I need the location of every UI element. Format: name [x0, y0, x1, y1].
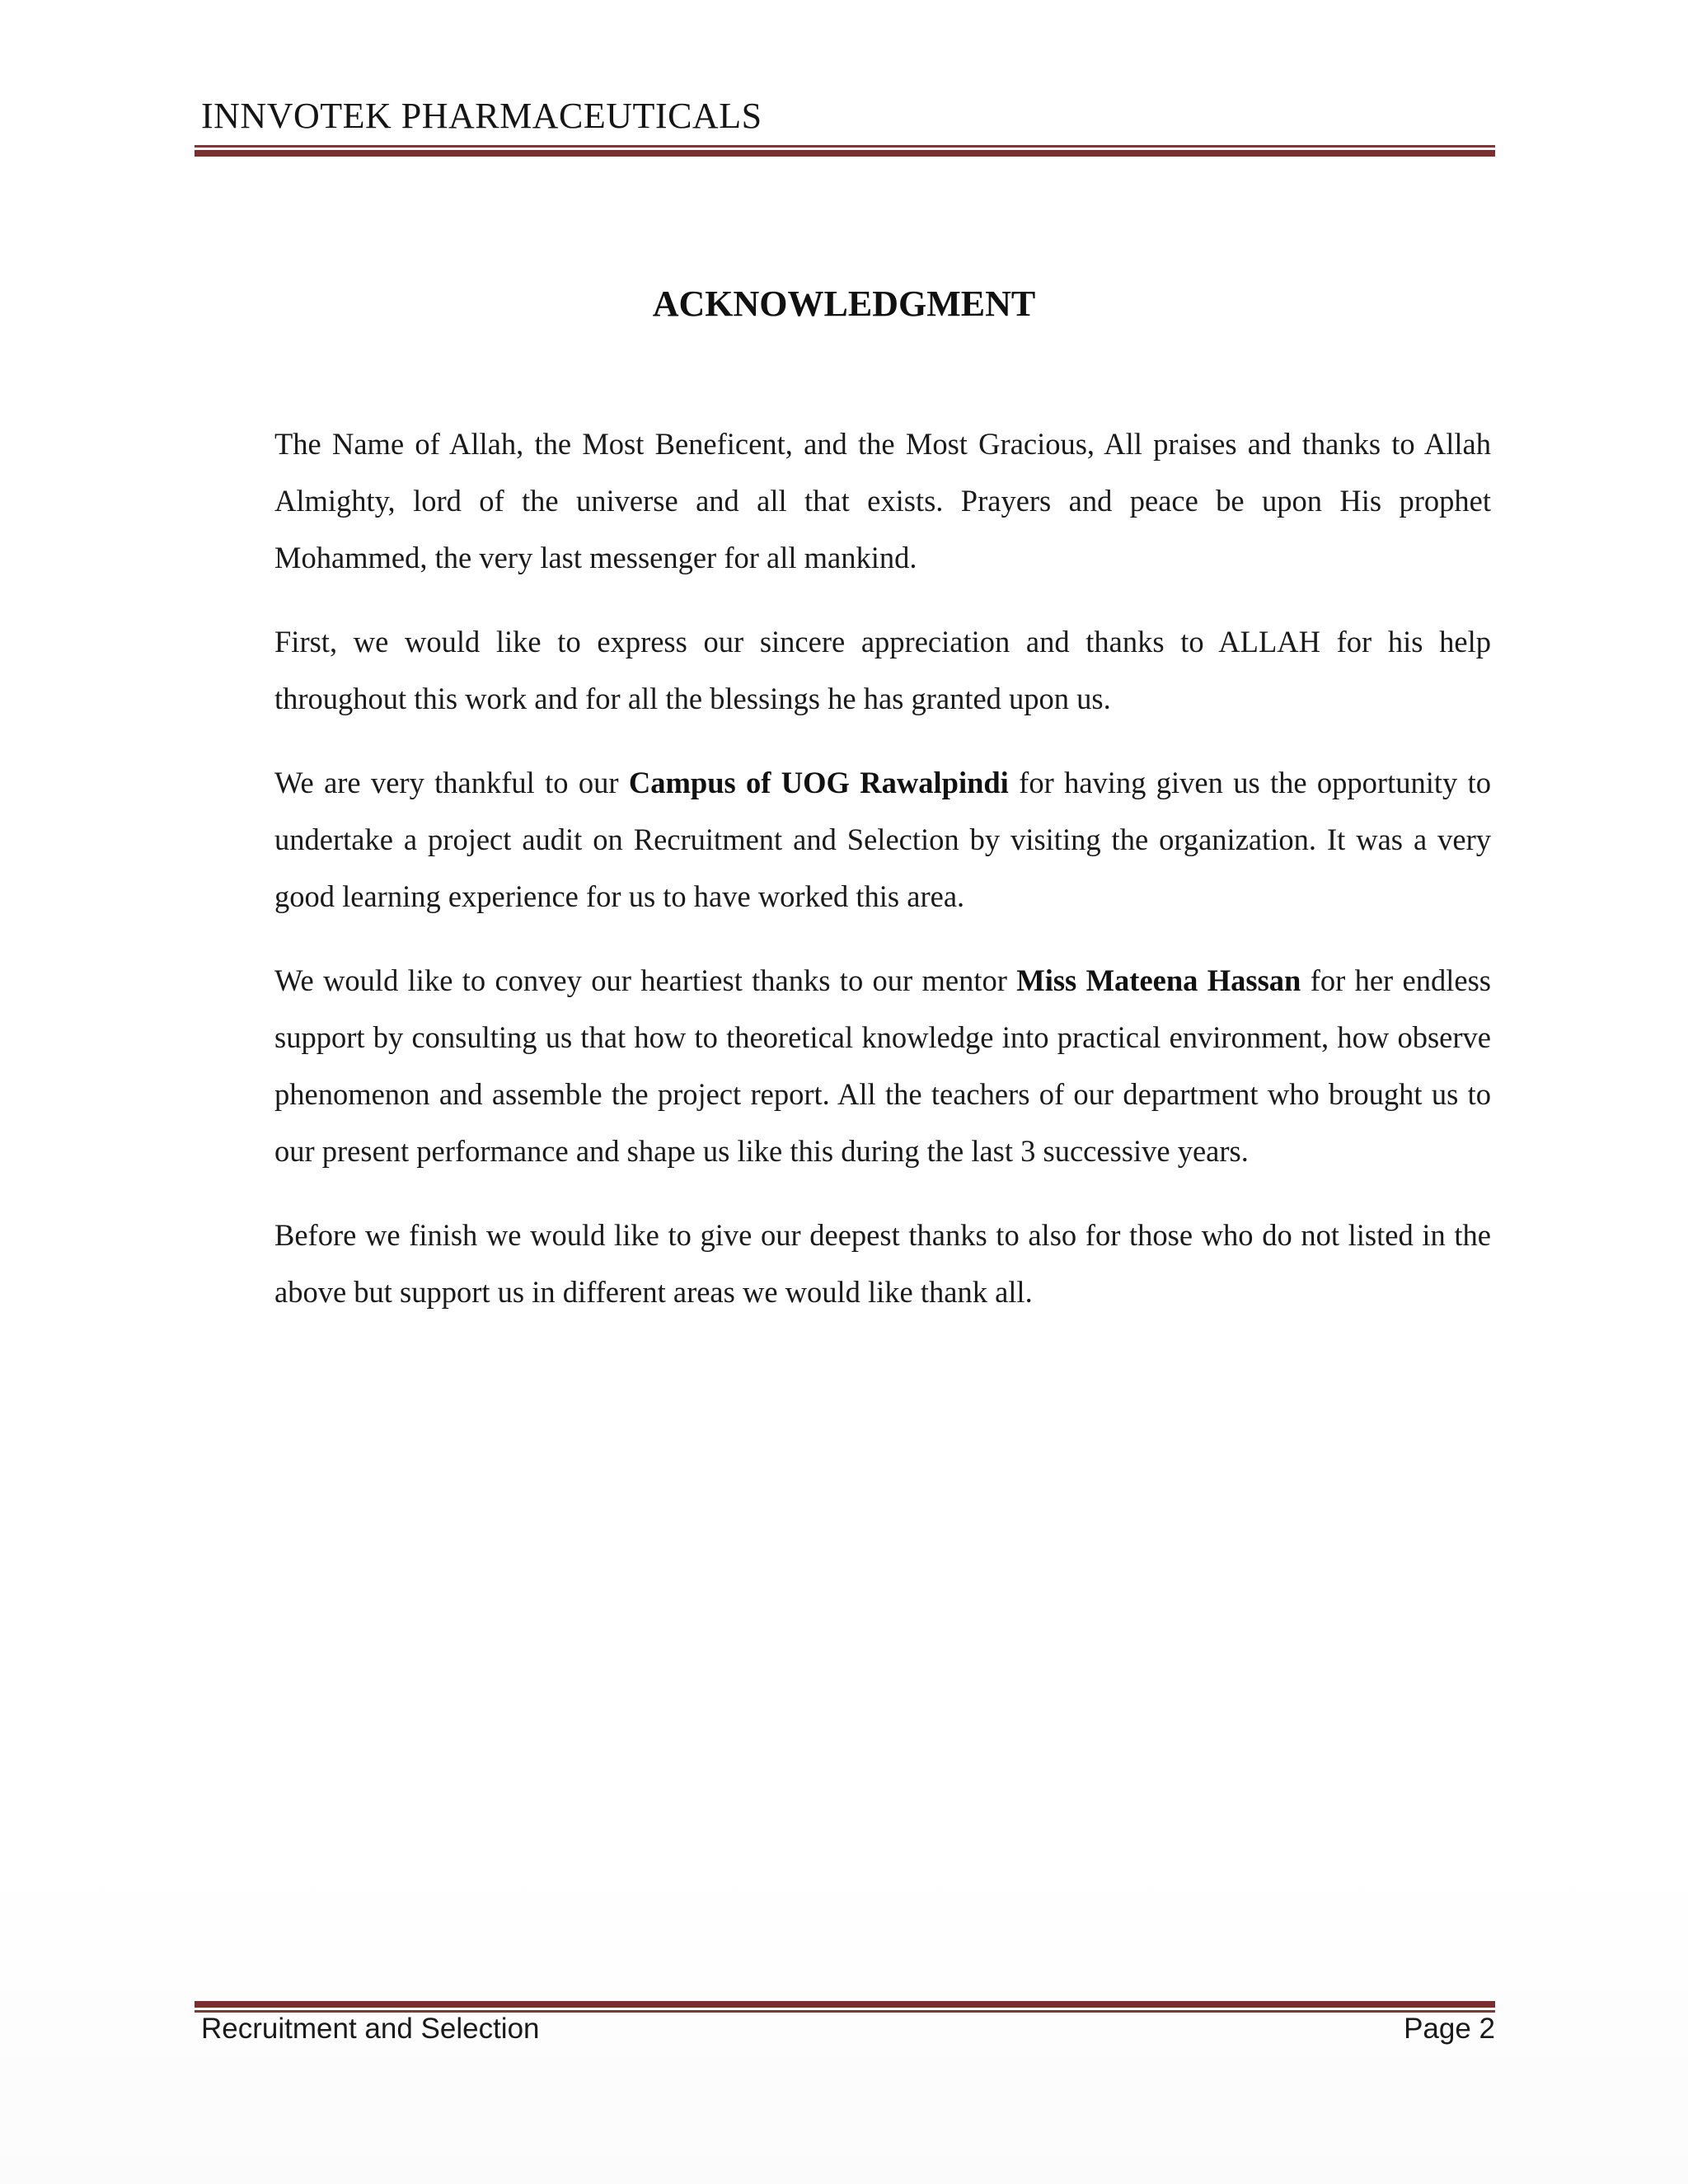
paragraph-3-text-b: for having given us the opportunity to undertake a project audit on Recruitment and Selection by visiting the organization. It was a very good learning experience for us to have worked this area.	[274, 766, 1491, 913]
paragraph-2: First, we would like to express our sincere appreciation and thanks to ALLAH for his help throughout this work and for all the blessings he has granted upon us.	[274, 625, 1491, 715]
page-title: ACKNOWLEDGMENT	[652, 284, 1036, 324]
campus-name: Campus of UOG Rawalpindi	[628, 766, 1009, 799]
paragraph-3-text-a: We are very thankful to our	[274, 766, 629, 799]
header-divider	[195, 145, 1495, 157]
paragraph-4	[274, 952, 1491, 1179]
paragraph-4-text-a: We would like to convey our heartiest thanks to our mentor	[274, 963, 1017, 997]
paragraph-3	[274, 754, 1491, 925]
mentor-name: Miss Mateena Hassan	[1016, 963, 1301, 997]
header-company-name: INNVOTEK PHARMACEUTICALS	[201, 96, 762, 136]
paragraph-5: Before we finish we would like to give our deepest thanks to also for those who do not listed in the above but support us in different areas we would like thank all.	[274, 1218, 1491, 1309]
acknowledgment-body	[274, 415, 1491, 1347]
footer-divider	[195, 2001, 1495, 2013]
footer-page-number: Page 2	[1404, 2013, 1495, 2045]
paragraph-1: The Name of Allah, the Most Beneficent, and the Most Gracious, All praises and thanks to Allah Almighty, lord of the universe and all that exists. Prayers and peace be upon His prophet Mohammed, the very last messenger for all mankind.	[274, 427, 1491, 574]
paragraph-4-text-b: for her endless support by consulting us that how to theoretical knowledge into practical environment, how observe phenomenon and assemble the project report. All the teachers of our department who brought us to our present performance and shape us like this during the last 3 successive years.	[274, 963, 1491, 1168]
footer-report-title: Recruitment and Selection	[201, 2013, 540, 2045]
